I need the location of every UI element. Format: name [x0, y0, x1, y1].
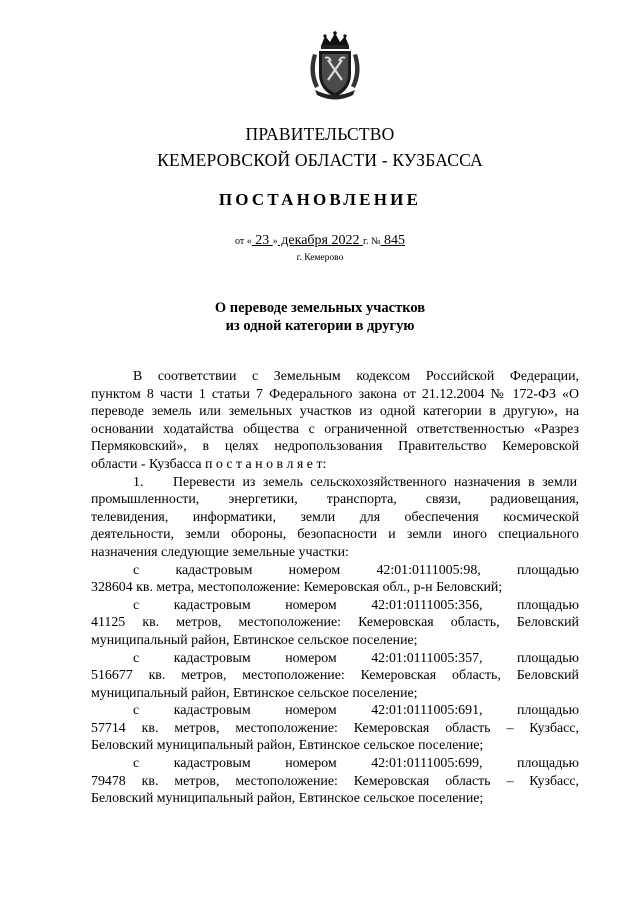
government-title-line2: КЕМЕРОВСКОЙ ОБЛАСТИ - КУЗБАССА — [157, 150, 483, 170]
body-line: В соответствии с Земельным кодексом Российской Федерации, — [133, 369, 579, 384]
document-city: г. Кемерово — [296, 253, 344, 263]
parcel-line: 79478 кв. метров, местоположение: Кемеровская область – Кузбасс, — [91, 773, 579, 789]
parcel-line: 41125 кв. метров, местоположение: Кемеровская область, Беловский — [91, 615, 579, 631]
document-body — [91, 368, 579, 808]
parcel-line: 57714 кв. метров, местоположение: Кемеровская область – Кузбасс, — [91, 720, 579, 736]
date-month-year: декабря 2022 — [277, 233, 363, 248]
body-line: промышленности, энергетики, транспорта, связи, радиовещания, — [91, 492, 579, 508]
parcel-line: с кадастровым номером 42:01:0111005:356, площадью — [133, 597, 579, 613]
subject-line1: О переводе земельных участков — [214, 300, 426, 316]
parcel-line: 328604 кв. метра, местоположение: Кемеровская обл., р-н Беловский; — [91, 580, 503, 596]
body-line: назначения следующие земельные участки: — [91, 544, 349, 560]
parcel-line: 516677 кв. метров, местоположение: Кемеровская область, Беловский — [91, 668, 579, 684]
body-line: деятельности, земли обороны, безопасности и земли иного специального — [91, 527, 579, 543]
date-suffix: г. № — [362, 236, 381, 247]
government-title-line1: ПРАВИТЕЛЬСТВО — [245, 124, 395, 144]
body-line: области - Кузбасса п о с т а н о в л я е т: — [91, 456, 327, 472]
parcel-line: муниципальный район, Евтинское сельское поселение; — [91, 632, 418, 648]
subject-line2: из одной категории в другую — [225, 318, 415, 334]
parcel-line: Беловский муниципальный район, Евтинское сельское поселение; — [91, 738, 484, 754]
document-date-line — [0, 233, 640, 249]
parcel-line: Беловский муниципальный район, Евтинское сельское поселение; — [91, 791, 484, 807]
body-line: основании ходатайства общества с ограниченной ответственностью «Разрез — [91, 421, 579, 437]
clause-1-line — [91, 474, 579, 492]
date-day: 23 — [251, 233, 273, 248]
body-line: переводе земель или земельных участков из одной категории в другую», на — [91, 404, 579, 420]
document-type-heading: ПОСТАНОВЛЕНИЕ — [218, 190, 422, 209]
body-line: телевидения, информатики, земли для обеспечения космической — [91, 509, 579, 525]
clause-text: Перевести из земель сельскохозяйственного назначения в земли — [173, 474, 577, 490]
parcel-line: с кадастровым номером 42:01:0111005:98, площадью — [133, 562, 579, 578]
parcel-line: муниципальный район, Евтинское сельское поселение; — [91, 685, 418, 701]
document-number: 845 — [380, 233, 405, 248]
parcel-line: с кадастровым номером 42:01:0111005:691, площадью — [133, 703, 579, 719]
date-prefix: от « — [235, 236, 252, 247]
coat-of-arms-emblem — [299, 30, 371, 102]
body-line: пунктом 8 части 1 статьи 7 Федерального закона от 21.12.2004 № 172-ФЗ «О — [91, 386, 579, 402]
parcel-line: с кадастровым номером 42:01:0111005:699, площадью — [133, 756, 579, 772]
parcel-line: с кадастровым номером 42:01:0111005:357, площадью — [133, 650, 579, 666]
body-line: Пермяковский», в целях недропользования Правительство Кемеровской — [91, 439, 579, 455]
date-mid: » — [272, 236, 278, 247]
clause-number: 1. — [133, 474, 144, 490]
